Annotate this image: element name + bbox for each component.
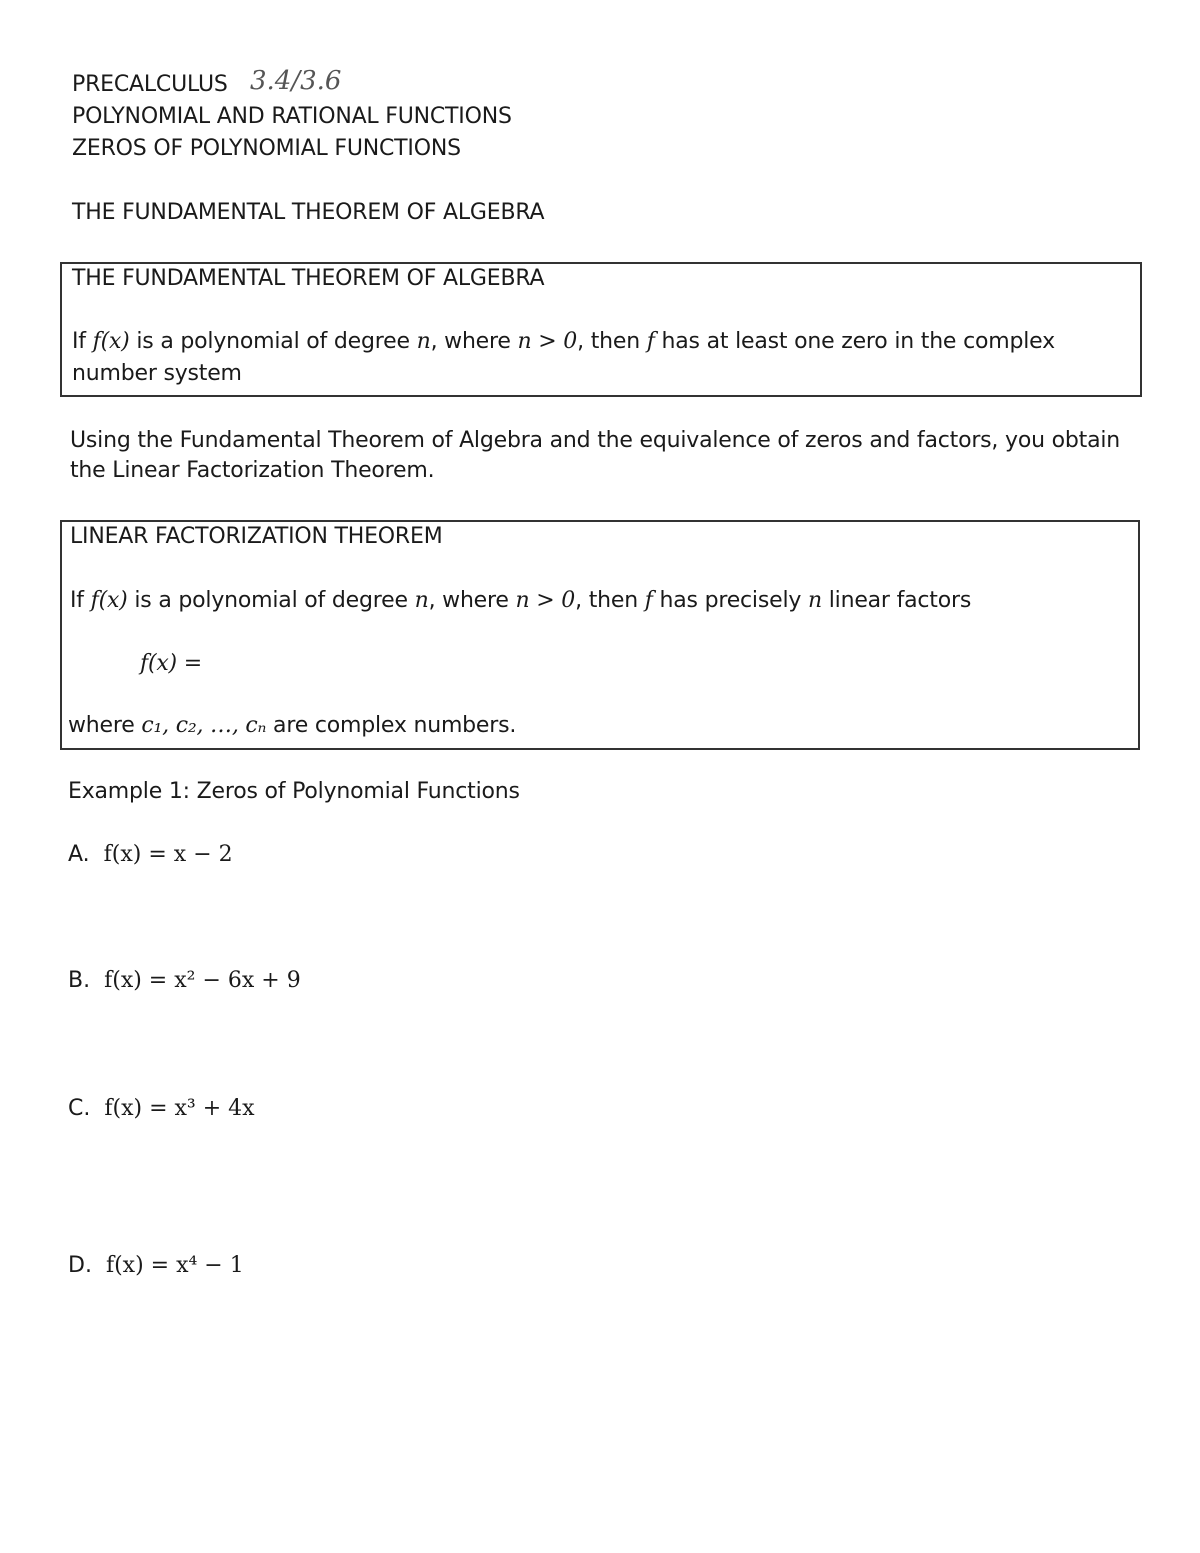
handwritten-section-numbers: 3.4/3.6 (250, 66, 342, 96)
example-item-b: B. f(x) = x² − 6x + 9 (68, 968, 301, 993)
lft-where-clause: where c₁, c₂, …, cₙ are complex numbers. (68, 713, 517, 738)
fta-statement-line-2: number system (72, 361, 242, 386)
course-title: PRECALCULUS (72, 72, 228, 97)
unit-title: POLYNOMIAL AND RATIONAL FUNCTIONS (72, 104, 512, 129)
example-item-d: D. f(x) = x⁴ − 1 (68, 1253, 244, 1278)
fta-statement-line-1: If f(x) is a polynomial of degree n, where n > 0, then f has at least one zero in the complex (72, 329, 1055, 354)
intro-line-2: the Linear Factorization Theorem. (70, 458, 435, 483)
example-item-a: A. f(x) = x − 2 (68, 842, 233, 867)
lft-formula: f(x) = (140, 651, 202, 676)
example-title: Example 1: Zeros of Polynomial Functions (68, 779, 520, 804)
lft-box-title: LINEAR FACTORIZATION THEOREM (70, 524, 443, 549)
intro-line-1: Using the Fundamental Theorem of Algebra and the equivalence of zeros and factors, you obtain (70, 428, 1121, 453)
lft-statement: If f(x) is a polynomial of degree n, where n > 0, then f has precisely n linear factors (70, 588, 972, 613)
section-heading: THE FUNDAMENTAL THEOREM OF ALGEBRA (72, 200, 545, 225)
lesson-title: ZEROS OF POLYNOMIAL FUNCTIONS (72, 136, 461, 161)
example-item-c: C. f(x) = x³ + 4x (68, 1096, 255, 1121)
fta-box-title: THE FUNDAMENTAL THEOREM OF ALGEBRA (72, 266, 545, 291)
